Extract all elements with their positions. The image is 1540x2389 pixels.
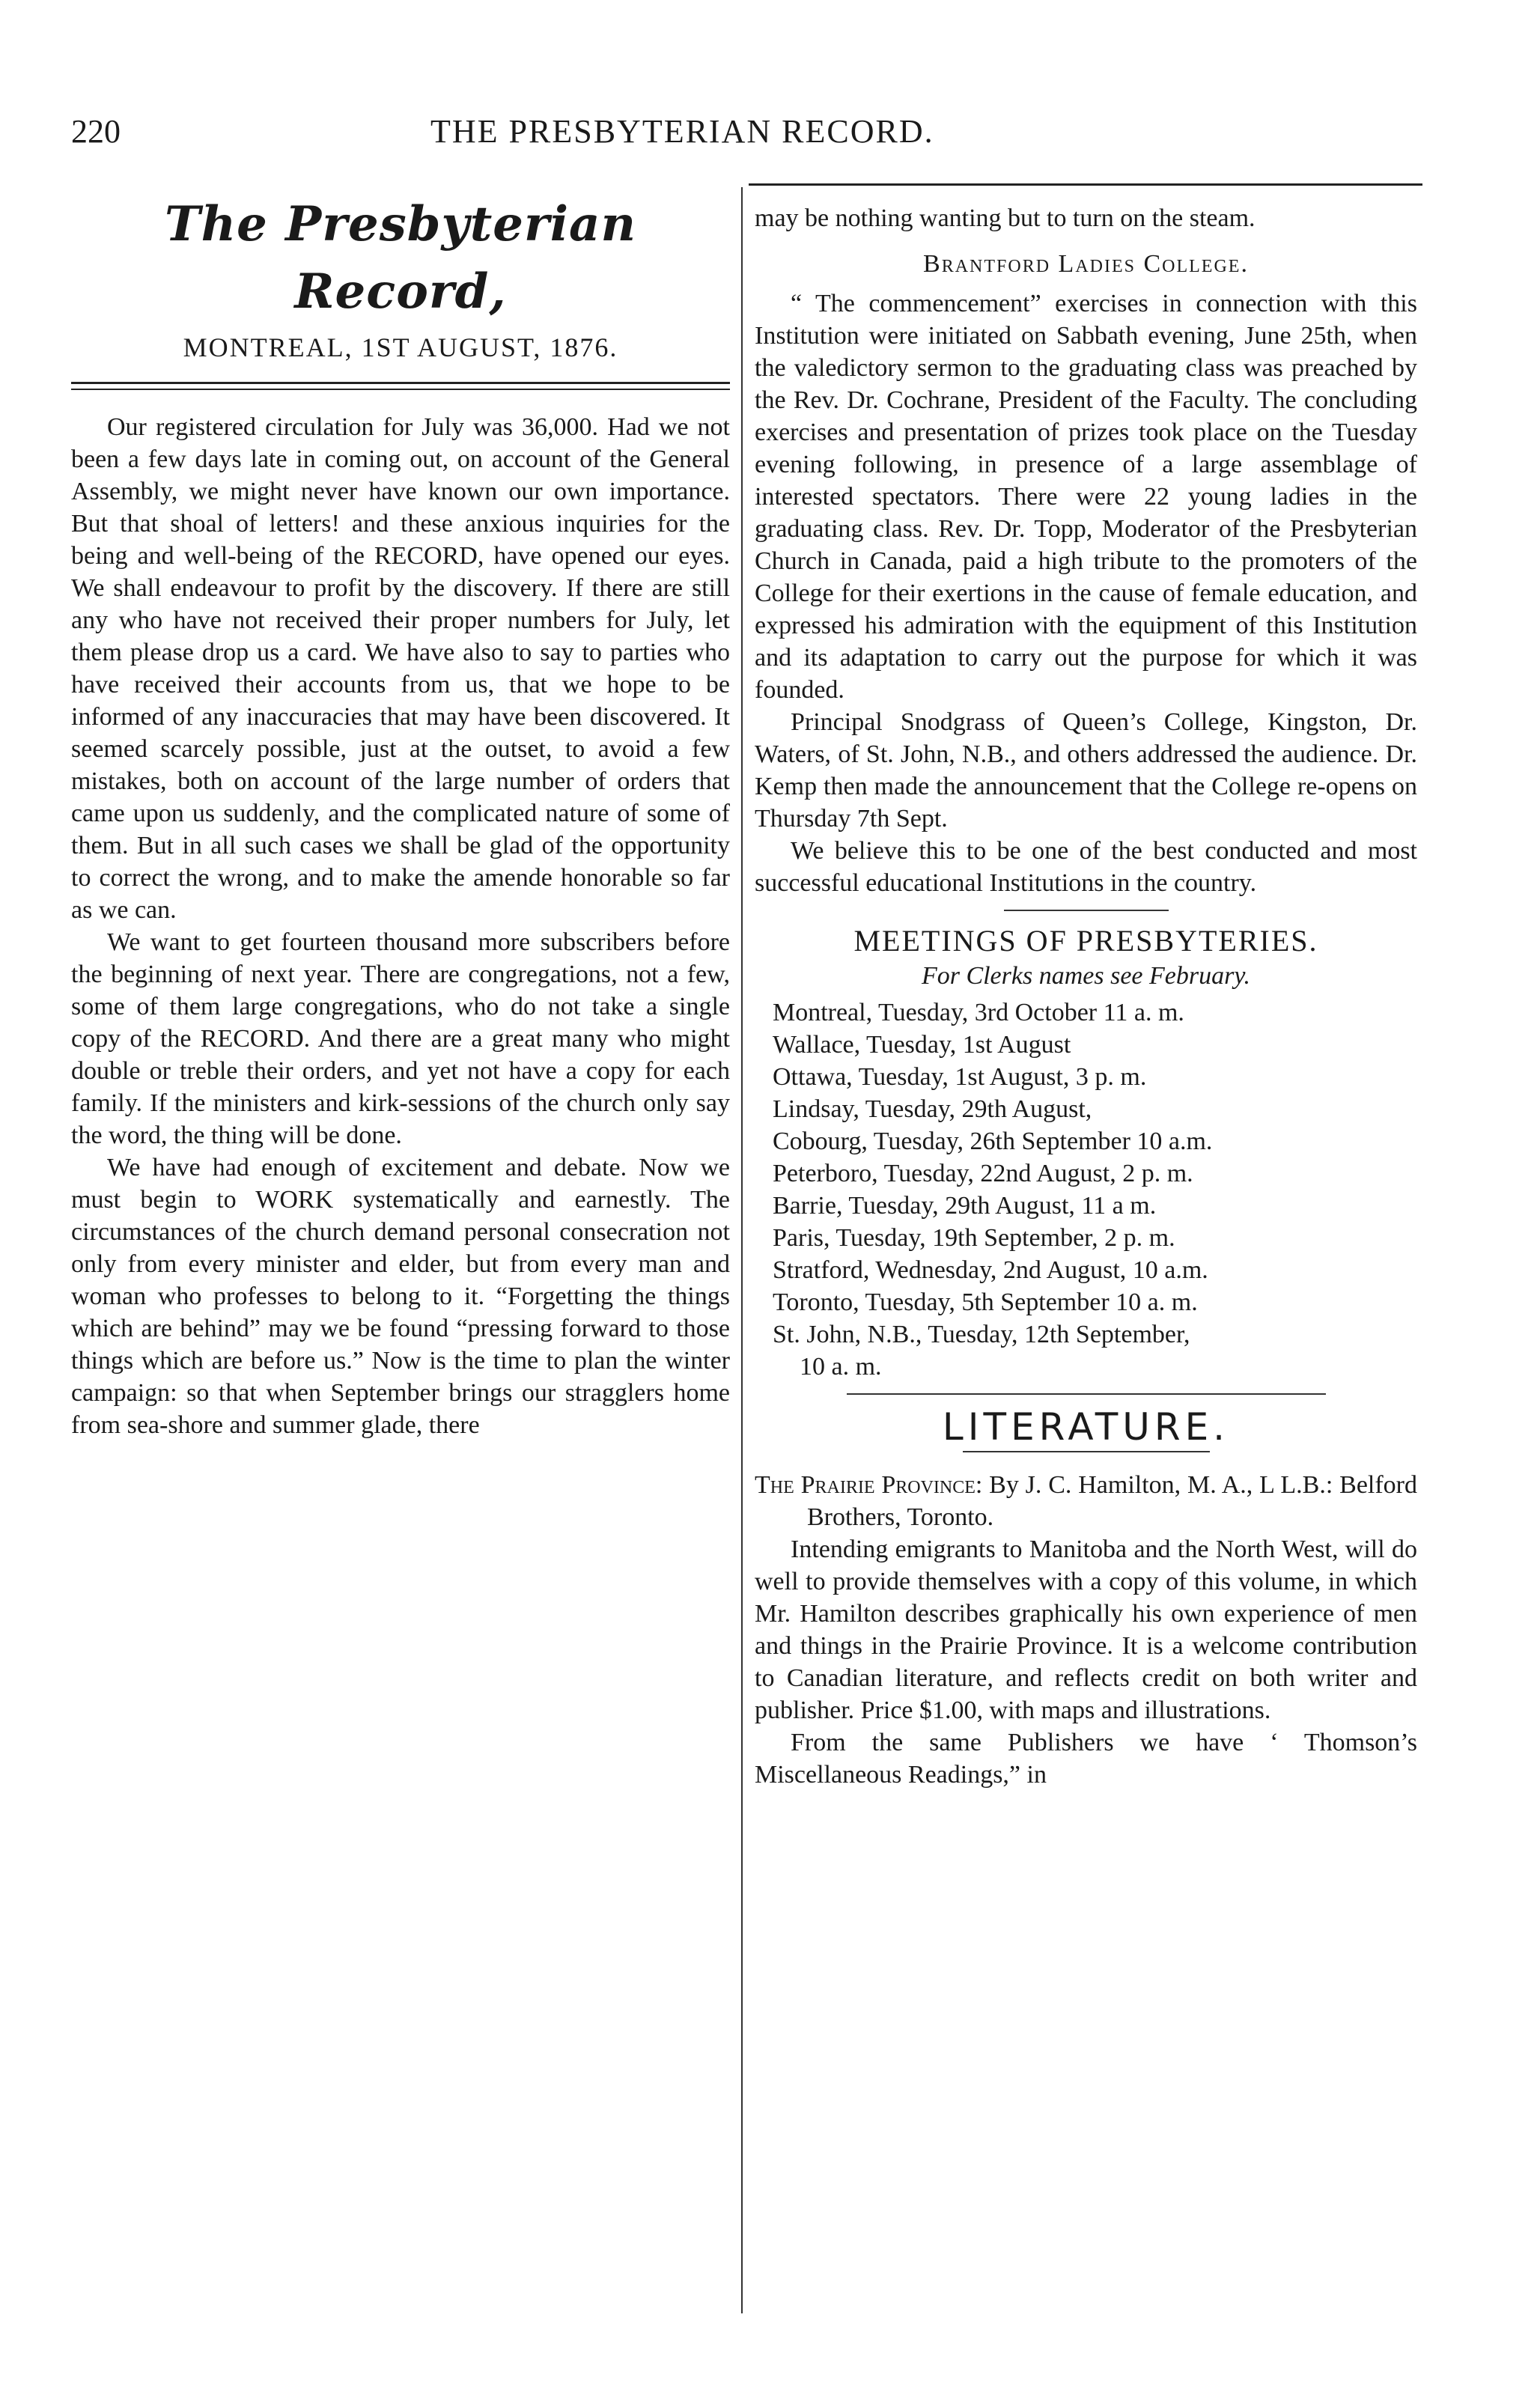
masthead-double-rule	[71, 382, 730, 390]
right-column	[755, 202, 1417, 1791]
continued-text: may be nothing wanting but to turn on the steam.	[755, 204, 1256, 232]
meeting-entry: Barrie, Tuesday, 29th August, 11 a m.	[773, 1192, 1157, 1220]
meeting-entry: 10 a. m.	[800, 1353, 882, 1381]
college-heading: Brantford Ladies College.	[923, 250, 1249, 278]
meeting-entry: Lindsay, Tuesday, 29th August,	[773, 1095, 1092, 1123]
literature-rule	[963, 1451, 1210, 1452]
section-rule	[1004, 910, 1169, 911]
editorial-paragraph: Our registered circulation for July was 36,000. Had we not been a few days late in coming out, on account of the General Assembly, we might never have known our own importance. But that shoal of letters! and these anxious inquiries for the being and well-being of the RECORD, have opened our eyes. We shall endeavour to profit by the discovery. If there are still any who have not received their proper numbers for July, let them please drop us a card. We have also to say to parties who have received their accounts from us, that we hope to be informed of any inaccuracies that may have been discovered. It seemed scarcely possible, just at the outset, to avoid a few mistakes, both on account of the large number of orders that came upon us suddenly, and the complicated nature of some of them. But in all such cases we shall be glad of the opportunity to correct the wrong, and to make the amende honorable so far as we can.	[71, 413, 730, 924]
page-number: 220	[71, 113, 121, 150]
meeting-entry: Ottawa, Tuesday, 1st August, 3 p. m.	[773, 1063, 1147, 1091]
header-rule	[749, 183, 1422, 186]
meeting-entry: Paris, Tuesday, 19th September, 2 p. m.	[773, 1224, 1175, 1252]
running-title: THE PRESBYTERIAN RECORD.	[430, 113, 934, 150]
meeting-entry: Peterboro, Tuesday, 22nd August, 2 p. m.	[773, 1160, 1193, 1187]
review-paragraph: From the same Publishers we have ‘ Thomson’s Miscellaneous Readings,” in	[755, 1729, 1417, 1789]
literature-heading: LITERATURE.	[942, 1405, 1230, 1449]
meetings-heading: MEETINGS OF PRESBYTERIES.	[853, 924, 1318, 958]
meeting-entry: Montreal, Tuesday, 3rd October 11 a. m.	[773, 999, 1184, 1026]
book-entry	[755, 1469, 1417, 1533]
left-column	[71, 191, 730, 1441]
page-header	[71, 112, 1419, 165]
review-paragraph: Intending emigrants to Manitoba and the North West, will do well to provide themselves with a copy of this volume, in which Mr. Hamilton describes graphically his own experience of men and things in the Prairie Province. It is a welcome contribution to Canadian literature, and reflects credit on both writer and publisher. Price $1.00, with maps and illustrations.	[755, 1536, 1417, 1724]
masthead: The Presbyterian Record,	[165, 196, 636, 320]
book-details: By J. C. Hamilton, M. A., L L.B.: Belford Brothers, Toronto.	[807, 1471, 1417, 1531]
college-paragraph: “ The commencement” exercises in connection with this Institution were initiated on Sabbath evening, June 25th, when the valedictory sermon to the graduating class was preached by the Rev. Dr. Cochrane, President of the Faculty. The concluding exercises and presentation of prizes took place on the Tuesday evening following, in presence of a large assemblage of interested spectators. There were 22 young ladies in the graduating class. Rev. Dr. Topp, Moderator of the Presbyterian Church in Canada, paid a high tribute to the promoters of the College for their exertions in the cause of female education, and expressed his admiration with the equipment of this Institution and its adaptation to carry out the purpose for which it was founded.	[755, 290, 1417, 704]
meetings-list	[755, 996, 1417, 1383]
meeting-entry: Stratford, Wednesday, 2nd August, 10 a.m.	[773, 1256, 1208, 1284]
book-title: The Prairie Province:	[755, 1471, 983, 1499]
college-paragraph: Principal Snodgrass of Queen’s College, Kingston, Dr. Waters, of St. John, N.B., and others addressed the audience. Dr. Kemp then made the announcement that the College re-opens on Thursday 7th Sept.	[755, 708, 1417, 833]
meeting-entry: Toronto, Tuesday, 5th September 10 a. m.	[773, 1288, 1198, 1316]
meeting-entry: Cobourg, Tuesday, 26th September 10 a.m.	[773, 1127, 1213, 1155]
meeting-entry: St. John, N.B., Tuesday, 12th September,	[773, 1321, 1190, 1348]
editorial-paragraph: We want to get fourteen thousand more subscribers before the beginning of next year. There are congregations, not a few, some of them large congregations, who do not take a single copy of the RECORD. And there are a great many who might double or treble their orders, and yet not have a copy for each family. If the ministers and kirk-sessions of the church only say the word, the thing will be done.	[71, 928, 730, 1149]
meetings-subheading: For Clerks names see February.	[921, 962, 1251, 990]
section-rule	[847, 1393, 1326, 1395]
column-divider	[741, 187, 743, 2313]
college-paragraph: We believe this to be one of the best conducted and most successful educational Institutions in the country.	[755, 837, 1417, 897]
editorial-paragraph: We have had enough of excitement and debate. Now we must begin to WORK systematically and earnestly. The circumstances of the church demand personal consecration not only from every minister and elder, but from every man and woman who professes to belong to it. “Forgetting the things which are behind” may we be found “pressing forward to those things which are before us.” Now is the time to plan the winter campaign: so that when September brings our stragglers home from sea-shore and summer glade, there	[71, 1154, 730, 1439]
meeting-entry: Wallace, Tuesday, 1st August	[773, 1031, 1071, 1059]
dateline: MONTREAL, 1ST AUGUST, 1876.	[183, 332, 618, 362]
